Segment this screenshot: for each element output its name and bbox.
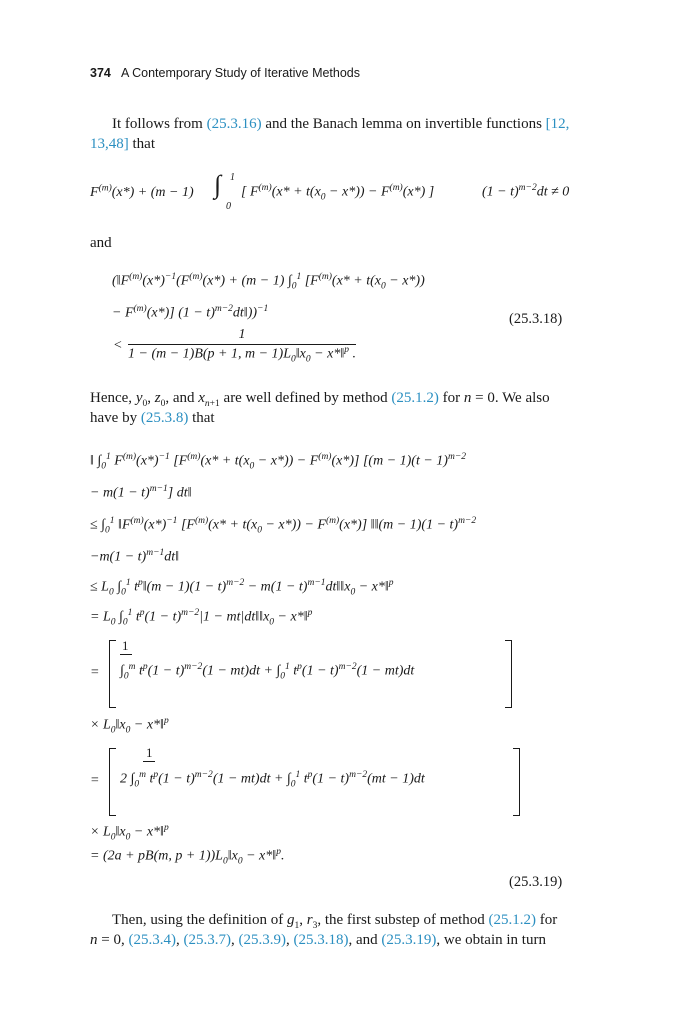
ref-25-3-19[interactable]: (25.3.19): [381, 932, 437, 948]
ref-13-48[interactable]: 13,48]: [90, 136, 129, 152]
eq-25-3-19-line-9: 2 $\int_0^m$ $t^p(1 - t)^{m-2}(1 - mt)dt + \int_0^1$ $t^p(1 - t)^{m-2}(mt - 1)dt$: [120, 770, 425, 790]
running-title: A Contemporary Study of Iterative Methods: [121, 66, 361, 80]
page-number: 374: [90, 66, 111, 80]
eq-25-3-18-fraction: 1 1 − (m − 1)B(p + 1, $m - 1)L_0‖x_0$ − x*‖$^p$ .: [128, 327, 356, 365]
eq-25-3-19-line-2: − $m(1 - t)^{m-1}$] dt‖: [90, 484, 192, 501]
paragraph-1-line-1: It follows from (25.3.16) and the Banach lemma on invertible functions [12,: [112, 116, 570, 132]
eq-25-3-18-line-2: − $F^{(m)}(x*)$] $(1 - t)^{m-2}dt‖))^{-1}$: [112, 304, 269, 321]
eq-25-3-19-line-1: ‖ $\int_0^1$ $F^{(m)}(x*)^{-1}$ $[F^{(m)}(x* + t(x_0 - x*)) - F^{(m)}(x*)] [(m - 1)(t - 1)^{m-2}$: [90, 452, 466, 472]
eq-25-3-19-line-4: $-m(1 - t)^{m-1}dt‖$: [90, 548, 180, 565]
left-bracket-1: [109, 640, 116, 708]
right-bracket-1: [505, 640, 512, 708]
ref-25-3-7[interactable]: (25.3.7): [183, 932, 231, 948]
left-bracket-2: [109, 748, 116, 816]
ref-25-3-16[interactable]: (25.3.16): [206, 116, 262, 132]
eq-25-3-19-line-11: = (2a + pB(m, $p + 1))L_0‖x_0$ − x*‖$^p$.: [90, 847, 285, 867]
and-word: and: [90, 235, 112, 251]
equation-number-25-3-19: (25.3.19): [509, 874, 563, 890]
ref-25-3-4[interactable]: (25.3.4): [128, 932, 176, 948]
eq-25-3-19-line-6: = $L_0$ $\int_0^1$ $t^p(1 - t)^{m-2}|1$ − $mt|dt‖‖x_0$ − x*‖$^p$: [90, 608, 313, 628]
ref-25-3-18[interactable]: (25.3.18): [293, 932, 349, 948]
right-bracket-2: [513, 748, 520, 816]
eq-25-3-19-line-7: $\int_0^m$ $t^p(1 - t)^{m-2}(1 - mt)dt + \int_0^1$ $t^p(1 - t)^{m-2}(1 - mt)dt$: [120, 662, 415, 682]
ref-25-1-2[interactable]: (25.1.2): [391, 390, 439, 406]
eq-25-3-19-line-8: × $L_0‖x_0$ − x*‖$^p$: [90, 716, 169, 736]
equation-a: $F^{(m)}(x*) + (m - 1)$: [90, 183, 194, 200]
paragraph-1-line-2: 13,48] that: [90, 136, 155, 152]
ref-25-1-2-b[interactable]: (25.1.2): [488, 912, 537, 928]
integral-sign: ∫: [214, 170, 222, 199]
equation-number-25-3-18: (25.3.18): [509, 311, 563, 327]
eq-25-3-19-line-10: × $L_0‖x_0$ − x*‖$^p$: [90, 823, 169, 843]
ref-25-3-8[interactable]: (25.3.8): [140, 410, 189, 426]
paragraph-3-line-1: Then, using the definition of $g_1$, $r_3$, the first substep of method (25.1.2) for: [112, 912, 558, 931]
paragraph-3-line-2: n = 0, (25.3.4), (25.3.7), (25.3.9), (25.3.18), and (25.3.19), we obtain in turn: [90, 932, 546, 948]
eq-25-3-18-line-1: ($‖F^{(m)}(x*)^{-1}(F^{(m)}(x*) + (m - 1)$ $\int_0^1$ [$F^{(m)}(x* + t(x_0 - x*))$: [112, 272, 425, 292]
ref-25-3-9[interactable]: (25.3.9): [238, 932, 286, 948]
eq-25-3-19-line-5: ≤ $L_0$ $\int_0^1$ $t^p‖(m - 1)(1 - t)^{m-2} - m(1$ − $t)^{m-1}dt‖‖x_0$ − x*‖$^p$: [90, 578, 394, 598]
paragraph-2-line-1: Hence, $y_0$, $z_0$, and $x_{n+1}$ are well defined by method (25.1.2) for n = 0. We also: [90, 390, 550, 409]
ref-12[interactable]: [12,: [545, 116, 570, 132]
paragraph-2-line-2: have by (25.3.8) that: [90, 410, 215, 426]
eq-25-3-19-line-3: ≤ $\int_0^1$ $‖F^{(m)}(x*)^{-1}$ $[F^{(m)}(x* + t(x_0 - x*)) - F^{(m)}(x*)]$ ‖‖(m − $1)(1 - t)^{m-2}$: [90, 516, 477, 536]
